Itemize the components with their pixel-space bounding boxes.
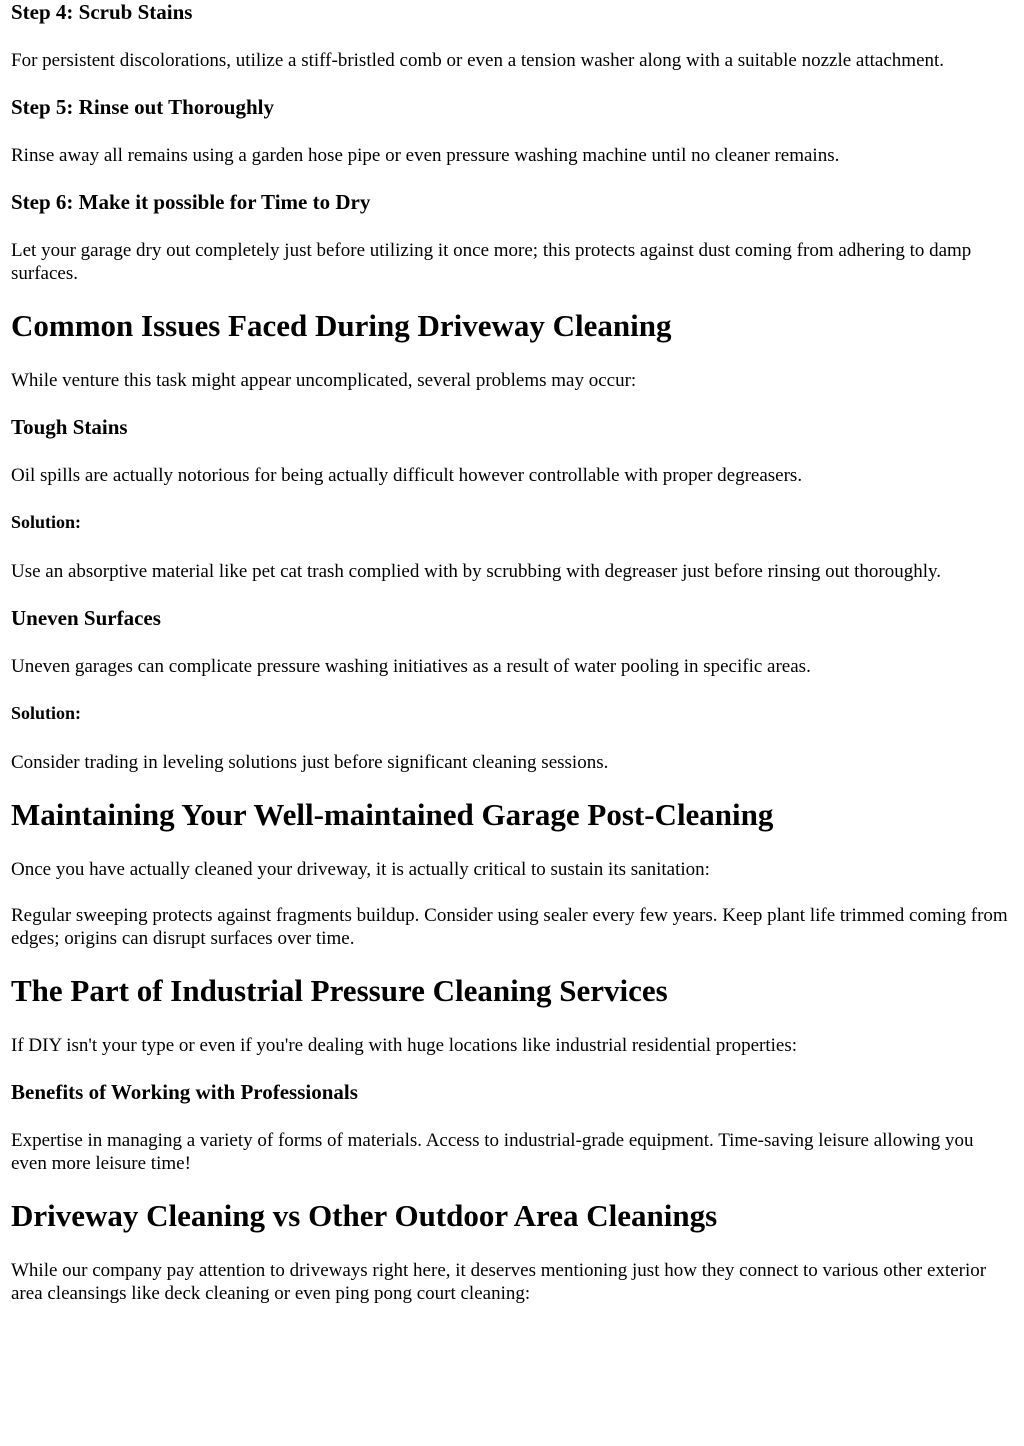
step4-text: For persistent discolorations, utilize a stiff-bristled comb or even a tension washer along with a suitable nozzle attachment. [11,50,945,71]
issues-heading: Common Issues Faced During Driveway Cleaning [11,308,672,343]
solution-label: Solution: [11,512,82,532]
step6-heading: Step 6: Make it possible for Time to Dry [11,190,371,214]
benefits-heading: Benefits of Working with Professionals [11,1080,358,1104]
solution-text: Consider trading in leveling solutions just before significant cleaning sessions. [11,752,609,773]
step5-heading: Step 5: Rinse out Thoroughly [11,95,274,119]
maintain-text: Regular sweeping protects against fragments buildup. Consider using sealer every few years. Keep plant life trimmed coming from edges; origins can disrupt surfaces over time. [11,905,1008,949]
issues-intro: While venture this task might appear uncomplicated, several problems may occur: [11,370,637,391]
uneven-surfaces-heading: Uneven Surfaces [11,606,161,630]
uneven-surfaces-text: Uneven garages can complicate pressure washing initiatives as a result of water pooling in specific areas. [11,656,811,677]
step5-text: Rinse away all remains using a garden hose pipe or even pressure washing machine until no cleaner remains. [11,145,840,166]
compare-heading: Driveway Cleaning vs Other Outdoor Area Cleanings [11,1198,718,1233]
compare-text: While our company pay attention to driveways right here, it deserves mentioning just how they connect to various other exterior area cleansings like deck cleaning or even ping pong court cleaning: [11,1260,987,1304]
tough-stains-text: Oil spills are actually notorious for being actually difficult however controllable with proper degreasers. [11,465,803,486]
industrial-intro: If DIY isn't your type or even if you're dealing with huge locations like industrial residential properties: [11,1035,797,1056]
benefits-text: Expertise in managing a variety of forms of materials. Access to industrial-grade equipment. Time-saving leisure allowing you even more leisure time! [11,1130,974,1174]
step6-text: Let your garage dry out completely just before utilizing it once more; this protects against dust coming from adhering to damp surfaces. [11,240,972,284]
maintain-heading: Maintaining Your Well-maintained Garage Post-Cleaning [11,797,774,832]
tough-stains-heading: Tough Stains [11,415,128,439]
solution-text: Use an absorptive material like pet cat trash complied with by scrubbing with degreaser just before rinsing out thoroughly. [11,561,942,582]
maintain-intro: Once you have actually cleaned your driveway, it is actually critical to sustain its sanitation: [11,859,710,880]
step4-heading: Step 4: Scrub Stains [11,0,193,24]
solution-label: Solution: [11,703,82,723]
industrial-heading: The Part of Industrial Pressure Cleaning Services [11,973,668,1008]
